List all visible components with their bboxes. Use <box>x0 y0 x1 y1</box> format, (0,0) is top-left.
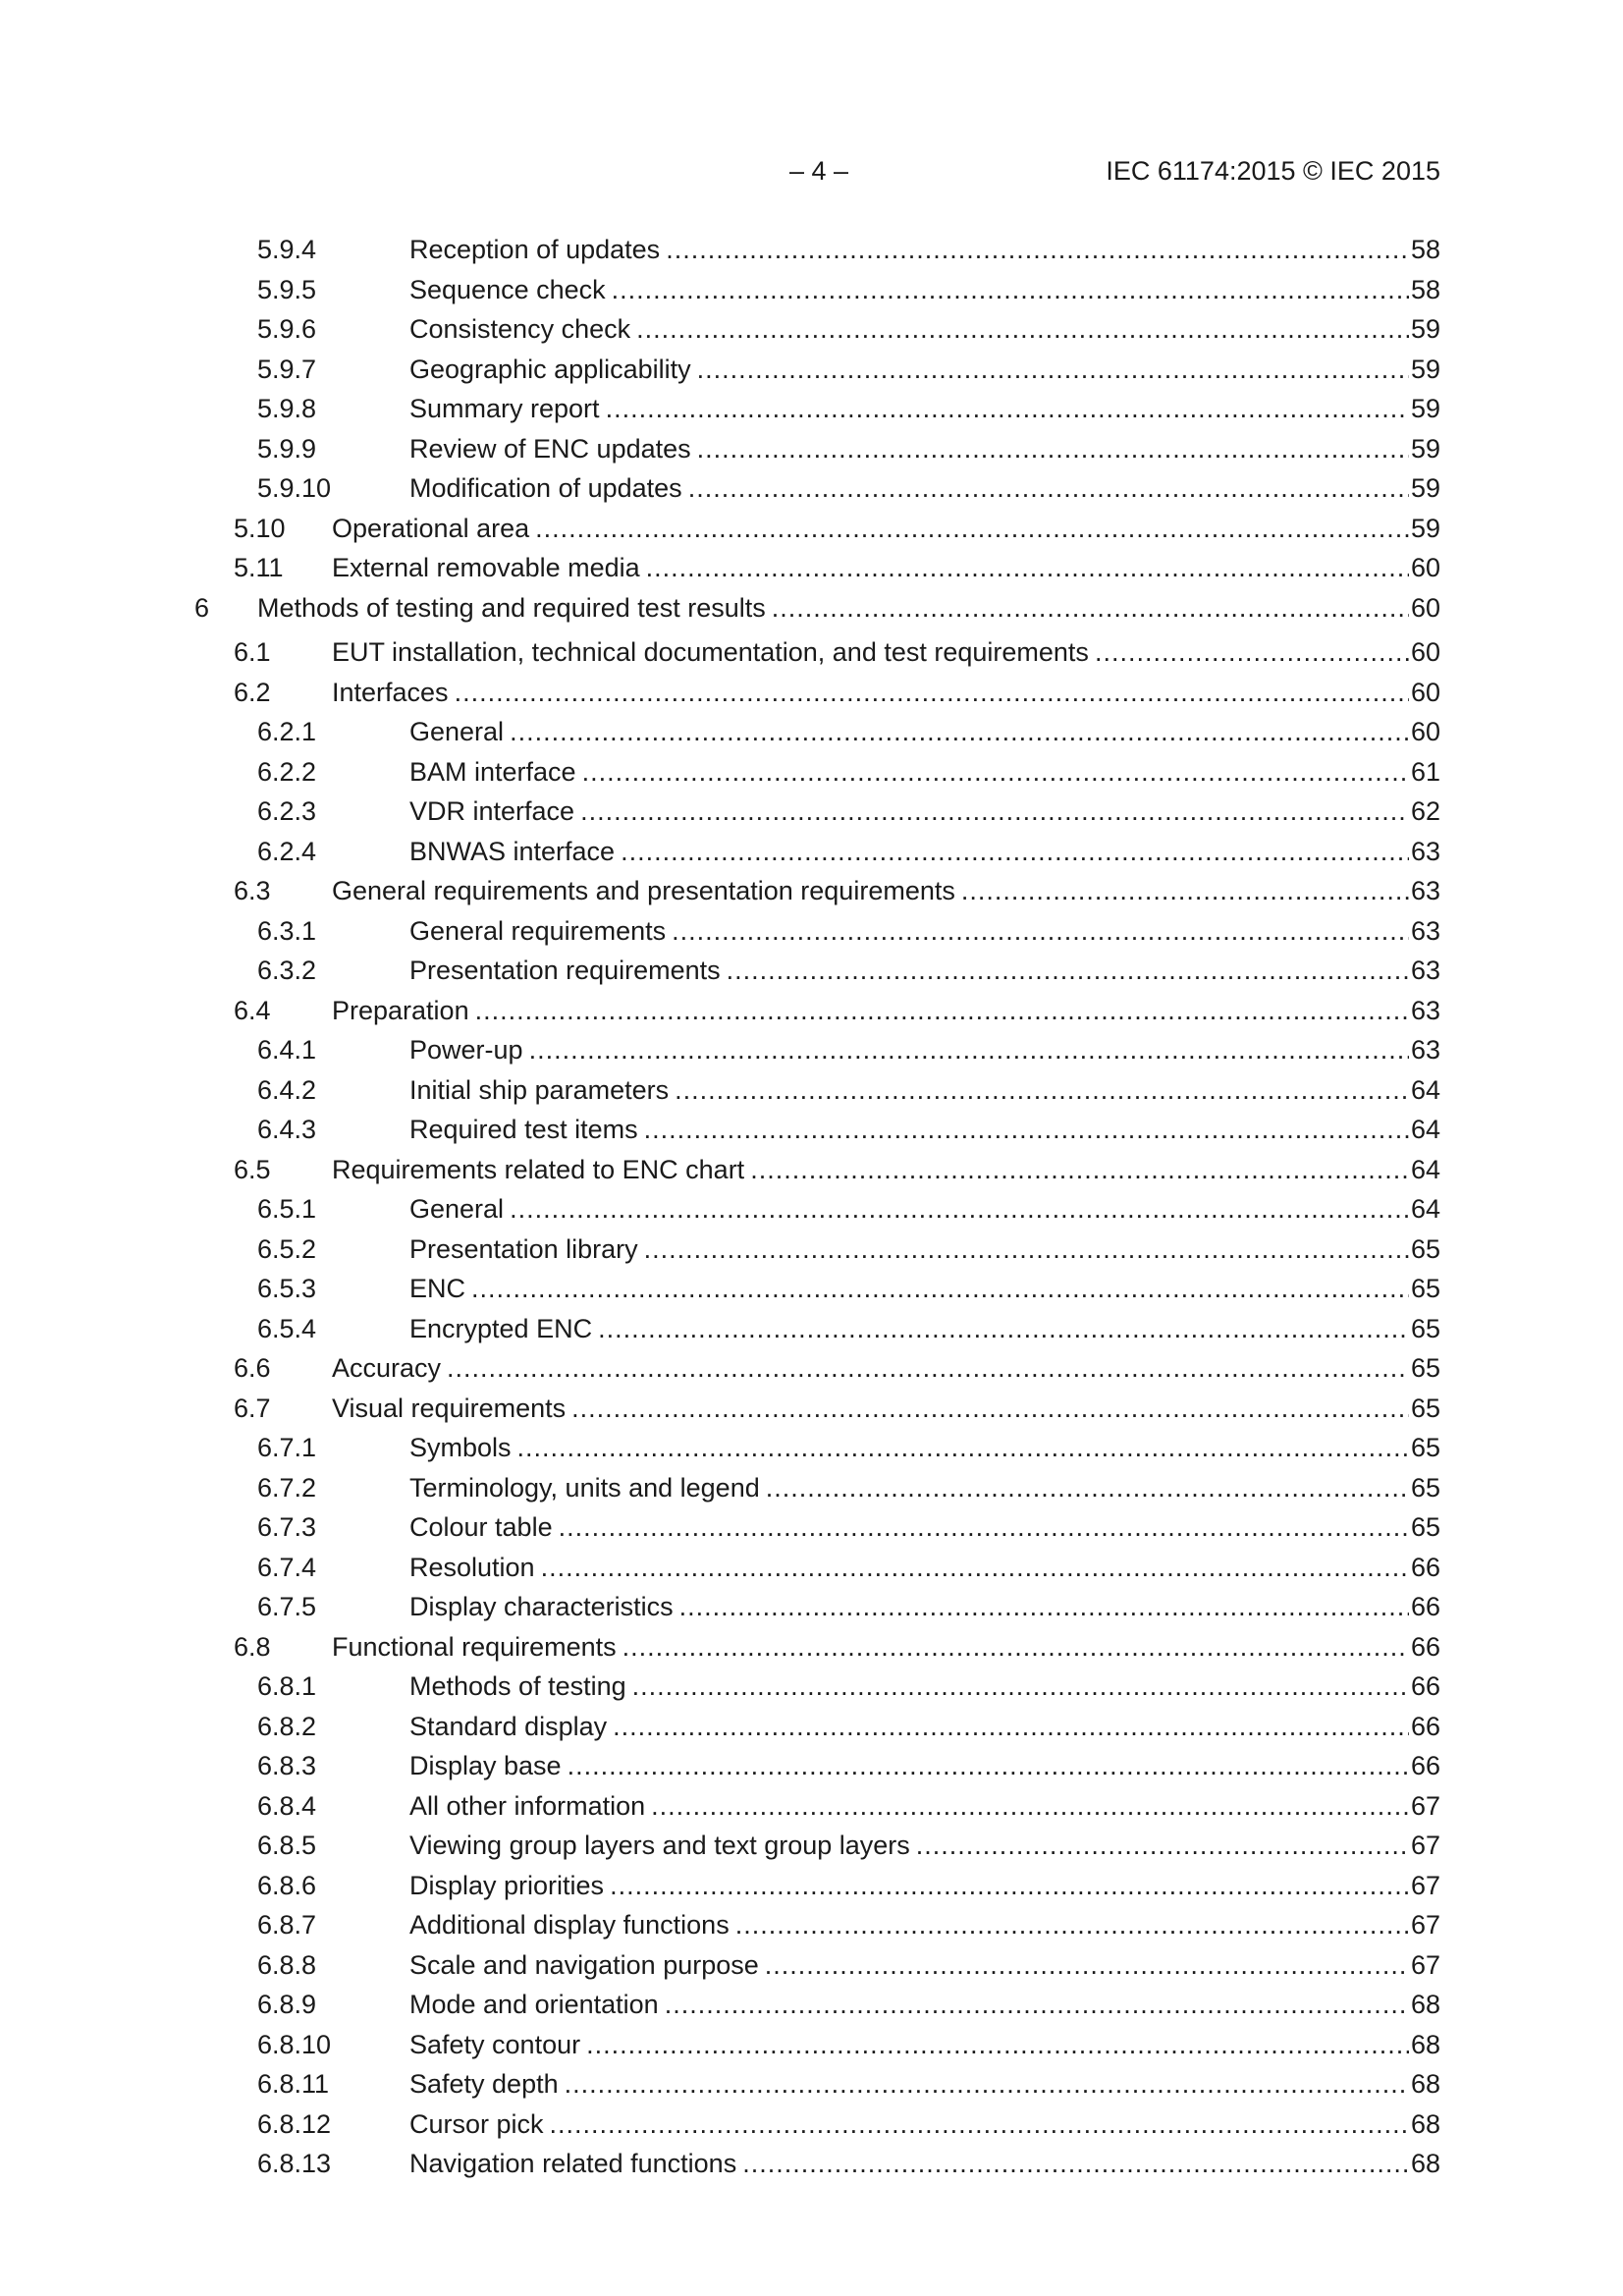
dot-leader <box>675 1073 1409 1107</box>
dot-leader <box>475 994 1409 1027</box>
dot-leader <box>535 512 1409 545</box>
toc-entry-number: 6.3 <box>234 876 271 905</box>
toc-entry-title: Preparation <box>332 996 469 1025</box>
dot-leader <box>666 233 1409 266</box>
dot-leader <box>621 835 1409 868</box>
toc-entry-title: Requirements related to ENC chart <box>332 1155 745 1184</box>
toc-entry-title-leader <box>409 1113 1409 1146</box>
toc-entry-title: Display base <box>409 1751 562 1780</box>
page-number: – 4 – <box>788 156 849 186</box>
toc-entry-title: Colour table <box>409 1512 553 1542</box>
toc-entry-number: 6.4.2 <box>257 1075 317 1105</box>
dot-leader <box>766 1471 1409 1504</box>
toc-entry-page: 65 <box>1410 1433 1440 1462</box>
dot-leader <box>580 794 1409 828</box>
dot-leader <box>765 1948 1409 1982</box>
toc-entry[interactable] <box>0 635 1623 669</box>
toc-entry-title: BNWAS interface <box>409 837 616 866</box>
toc-entry-title-leader <box>409 715 1409 748</box>
toc-entry-title: Geographic applicability <box>409 355 691 384</box>
toc-entry-number: 6.8.4 <box>257 1791 317 1821</box>
toc-entry-page: 59 <box>1410 394 1440 423</box>
toc-entry-page: 67 <box>1410 1791 1440 1821</box>
toc-entry-number: 5.9.4 <box>257 235 317 264</box>
toc-entry-page: 66 <box>1410 1553 1440 1582</box>
toc-entry[interactable] <box>0 471 1623 505</box>
toc-entry-number: 6.3.2 <box>257 956 317 985</box>
toc-entry-page: 68 <box>1410 2030 1440 2059</box>
dot-leader <box>636 312 1409 346</box>
toc-entry-title-leader <box>409 1033 1409 1066</box>
dot-leader <box>610 1869 1409 1902</box>
dot-leader <box>644 1232 1409 1266</box>
toc-entry-title: Initial ship parameters <box>409 1075 670 1105</box>
toc-entry[interactable] <box>0 392 1623 425</box>
toc-entry-page: 65 <box>1410 1512 1440 1542</box>
toc-entry-title: General requirements and presentation requirements <box>332 876 955 905</box>
toc-entry-page: 65 <box>1410 1394 1440 1423</box>
toc-entry-title-leader <box>409 233 1409 266</box>
toc-entry-number: 5.9.7 <box>257 355 317 384</box>
toc-entry-title: Interfaces <box>332 678 449 707</box>
toc-entry[interactable] <box>0 233 1623 266</box>
toc-entry[interactable] <box>0 755 1623 789</box>
toc-entry[interactable] <box>0 874 1623 907</box>
toc-entry-number: 6.8.8 <box>257 1950 317 1980</box>
toc-entry-title-leader <box>409 432 1409 465</box>
toc-entry-number: 6.4 <box>234 996 271 1025</box>
toc-entry-title-leader <box>332 1351 1409 1385</box>
toc-entry-title-leader <box>409 1590 1409 1623</box>
dot-leader <box>612 273 1409 306</box>
dot-leader <box>916 1829 1409 1862</box>
toc-entry-title-leader <box>409 353 1409 386</box>
toc-entry[interactable] <box>0 591 1623 625</box>
toc-entry[interactable] <box>0 1471 1623 1504</box>
toc-entry-page: 66 <box>1410 1592 1440 1621</box>
toc-entry-title: General <box>409 1194 505 1224</box>
toc-entry-title-leader <box>409 1073 1409 1107</box>
toc-entry-title: Display priorities <box>409 1871 605 1900</box>
toc-entry-title-leader <box>409 1232 1409 1266</box>
dot-leader <box>559 1510 1409 1544</box>
toc-entry[interactable] <box>0 1113 1623 1146</box>
dot-leader <box>697 353 1409 386</box>
toc-entry-title-leader <box>409 755 1409 789</box>
toc-entry-title-leader <box>409 1988 1409 2021</box>
toc-entry-title: Standard display <box>409 1712 608 1741</box>
toc-entry-page: 64 <box>1410 1155 1440 1184</box>
toc-entry-page: 67 <box>1410 1950 1440 1980</box>
toc-entry-page: 59 <box>1410 314 1440 344</box>
toc-entry[interactable] <box>0 1153 1623 1186</box>
toc-entry-number: 6.8.6 <box>257 1871 317 1900</box>
toc-entry-number: 6.7.2 <box>257 1473 317 1503</box>
toc-entry[interactable] <box>0 1869 1623 1902</box>
toc-entry-title: Operational area <box>332 514 530 543</box>
dot-leader <box>447 1351 1409 1385</box>
toc-entry-page: 59 <box>1410 434 1440 464</box>
toc-entry-number: 6.5.2 <box>257 1234 317 1264</box>
toc-entry-title-leader <box>332 1630 1409 1664</box>
toc-entry-page: 68 <box>1410 2149 1440 2178</box>
toc-entry[interactable] <box>0 1232 1623 1266</box>
dot-leader <box>550 2107 1409 2141</box>
toc-entry-number: 6.2.1 <box>257 717 317 746</box>
toc-entry-number: 5.10 <box>234 514 286 543</box>
toc-entry[interactable] <box>0 512 1623 545</box>
toc-entry-number: 6.5.3 <box>257 1274 317 1303</box>
toc-entry-title-leader <box>409 273 1409 306</box>
toc-entry[interactable] <box>0 1988 1623 2021</box>
toc-entry-number: 5.9.10 <box>257 473 332 503</box>
toc-entry[interactable] <box>0 1510 1623 1544</box>
toc-entry-page: 67 <box>1410 1910 1440 1940</box>
toc-entry-title-leader <box>409 1551 1409 1584</box>
toc-entry-number: 6.3.1 <box>257 916 317 946</box>
toc-entry-number: 6.8.10 <box>257 2030 332 2059</box>
toc-entry-page: 65 <box>1410 1274 1440 1303</box>
toc-entry-number: 6.4.3 <box>257 1115 317 1144</box>
toc-entry-page: 65 <box>1410 1473 1440 1503</box>
toc-entry-title-leader <box>409 1948 1409 1982</box>
dot-leader <box>598 1312 1409 1345</box>
toc-entry-page: 66 <box>1410 1751 1440 1780</box>
toc-entry-title-leader <box>409 954 1409 987</box>
toc-entry-number: 5.9.5 <box>257 275 317 304</box>
toc-entry-title: VDR interface <box>409 796 575 826</box>
toc-entry-number: 6.8.9 <box>257 1990 317 2019</box>
toc-entry-title-leader <box>409 794 1409 828</box>
toc-entry[interactable] <box>0 1551 1623 1584</box>
dot-leader <box>565 2067 1409 2101</box>
toc-entry-title-leader <box>409 1669 1409 1703</box>
toc-entry[interactable] <box>0 432 1623 465</box>
toc-entry-title: Methods of testing <box>409 1671 626 1701</box>
toc-entry-title: Safety contour <box>409 2030 581 2059</box>
toc-entry[interactable] <box>0 794 1623 828</box>
toc-entry-page: 65 <box>1410 1314 1440 1343</box>
toc-entry[interactable] <box>0 1073 1623 1107</box>
toc-entry-number: 6.8.11 <box>257 2069 330 2099</box>
dot-leader <box>1095 635 1409 669</box>
toc-entry-title-leader <box>409 1789 1409 1823</box>
toc-entry-page: 66 <box>1410 1712 1440 1741</box>
toc-entry-title: Cursor pick <box>409 2109 544 2139</box>
toc-entry-title-leader <box>409 1471 1409 1504</box>
dot-leader <box>568 1749 1409 1782</box>
toc-entry-number: 6.7.1 <box>257 1433 317 1462</box>
toc-entry[interactable] <box>0 994 1623 1027</box>
toc-entry-page: 63 <box>1410 916 1440 946</box>
toc-entry-title: Accuracy <box>332 1353 442 1383</box>
toc-entry[interactable] <box>0 914 1623 948</box>
toc-entry-title-leader <box>409 1192 1409 1226</box>
toc-entry-title: Encrypted ENC <box>409 1314 593 1343</box>
toc-entry-title-leader <box>409 1829 1409 1862</box>
toc-entry-page: 63 <box>1410 956 1440 985</box>
toc-entry-title: Presentation library <box>409 1234 638 1264</box>
toc-entry-title-leader <box>409 914 1409 948</box>
toc-entry-page: 60 <box>1410 717 1440 746</box>
toc-entry-title: Presentation requirements <box>409 956 721 985</box>
toc-entry-title: Symbols <box>409 1433 512 1462</box>
toc-entry-title-leader <box>409 392 1409 425</box>
dot-leader <box>510 1192 1409 1226</box>
toc-entry-page: 58 <box>1410 275 1440 304</box>
dot-leader <box>679 1590 1409 1623</box>
dot-leader <box>529 1033 1409 1066</box>
toc-entry[interactable] <box>0 353 1623 386</box>
toc-entry-title-leader <box>409 2067 1409 2101</box>
toc-entry-title: Viewing group layers and text group layers <box>409 1831 910 1860</box>
toc-entry-number: 6.8.5 <box>257 1831 317 1860</box>
toc-entry-title-leader <box>409 1908 1409 1941</box>
dot-leader <box>750 1153 1409 1186</box>
toc-entry[interactable] <box>0 1312 1623 1345</box>
toc-entry-number: 6.5 <box>234 1155 271 1184</box>
toc-entry-title: General <box>409 717 505 746</box>
dot-leader <box>471 1272 1409 1305</box>
toc-entry[interactable] <box>0 954 1623 987</box>
toc-entry-title: Summary report <box>409 394 600 423</box>
toc-entry-number: 6.5.4 <box>257 1314 317 1343</box>
toc-entry[interactable] <box>0 1192 1623 1226</box>
toc-entry-page: 63 <box>1410 876 1440 905</box>
toc-entry[interactable] <box>0 1272 1623 1305</box>
dot-leader <box>455 676 1409 709</box>
toc-entry[interactable] <box>0 1710 1623 1743</box>
toc-entry-number: 6.7 <box>234 1394 271 1423</box>
toc-entry[interactable] <box>0 1749 1623 1782</box>
toc-entry-page: 66 <box>1410 1671 1440 1701</box>
dot-leader <box>961 874 1409 907</box>
toc-entry-page: 59 <box>1410 473 1440 503</box>
toc-entry-number: 6.8.7 <box>257 1910 317 1940</box>
dot-leader <box>510 715 1409 748</box>
toc-entry-page: 63 <box>1410 837 1440 866</box>
toc-entry-title-leader <box>332 512 1409 545</box>
toc-entry[interactable] <box>0 2107 1623 2141</box>
dot-leader <box>622 1630 1409 1664</box>
toc-entry-number: 5.11 <box>234 553 284 582</box>
toc-entry-title-leader <box>409 2147 1409 2180</box>
toc-entry-title: Display characteristics <box>409 1592 674 1621</box>
toc-entry[interactable] <box>0 2147 1623 2180</box>
toc-entry[interactable] <box>0 1669 1623 1703</box>
toc-entry-title-leader <box>409 1869 1409 1902</box>
dot-leader <box>586 2028 1409 2061</box>
toc-entry[interactable] <box>0 1789 1623 1823</box>
dot-leader <box>646 551 1409 584</box>
toc-entry-number: 6.5.1 <box>257 1194 317 1224</box>
dot-leader <box>644 1113 1409 1146</box>
dot-leader <box>541 1551 1409 1584</box>
toc-entry-title-leader <box>257 591 1409 625</box>
toc-entry-page: 68 <box>1410 1990 1440 2019</box>
toc-entry-title-leader <box>409 1710 1409 1743</box>
toc-entry-title-leader <box>332 1153 1409 1186</box>
toc-entry-number: 6.7.5 <box>257 1592 317 1621</box>
toc-entry[interactable] <box>0 1829 1623 1862</box>
toc-entry-number: 6.7.3 <box>257 1512 317 1542</box>
toc-entry-title: BAM interface <box>409 757 576 787</box>
toc-entry-title-leader <box>409 2107 1409 2141</box>
toc-entry-number: 6.2 <box>234 678 271 707</box>
toc-entry-title-leader <box>409 1272 1409 1305</box>
toc-entry[interactable] <box>0 1033 1623 1066</box>
toc-entry-title-leader <box>409 1312 1409 1345</box>
toc-entry-number: 6.1 <box>234 637 271 667</box>
toc-entry-title: Modification of updates <box>409 473 682 503</box>
toc-entry[interactable] <box>0 1908 1623 1941</box>
page-header <box>0 153 1623 189</box>
toc-entry[interactable] <box>0 312 1623 346</box>
toc-entry-title-leader <box>409 1749 1409 1782</box>
dot-leader <box>742 2147 1409 2180</box>
toc-entry-page: 67 <box>1410 1871 1440 1900</box>
dot-leader <box>517 1431 1409 1464</box>
toc-entry-page: 60 <box>1410 678 1440 707</box>
dot-leader <box>735 1908 1409 1941</box>
toc-entry-title: Methods of testing and required test results <box>257 593 766 623</box>
toc-entry-title: EUT installation, technical documentation, and test requirements <box>332 637 1089 667</box>
dot-leader <box>632 1669 1409 1703</box>
toc-entry-number: 5.9.8 <box>257 394 317 423</box>
toc-entry-number: 6.8.1 <box>257 1671 317 1701</box>
toc-entry-page: 68 <box>1410 2109 1440 2139</box>
toc-entry-page: 61 <box>1410 757 1440 787</box>
toc-entry-page: 60 <box>1410 637 1440 667</box>
dot-leader <box>727 954 1409 987</box>
toc-entry-title-leader <box>409 312 1409 346</box>
toc-entry-title: General requirements <box>409 916 667 946</box>
toc-entry[interactable] <box>0 835 1623 868</box>
toc-entry-title-leader <box>332 635 1409 669</box>
toc-entry-page: 60 <box>1410 553 1440 582</box>
dot-leader <box>697 432 1409 465</box>
standard-reference: IEC 61174:2015 © IEC 2015 <box>1106 156 1440 186</box>
toc-entry[interactable] <box>0 1630 1623 1664</box>
toc-entry-page: 64 <box>1410 1075 1440 1105</box>
toc-entry-title: Safety depth <box>409 2069 559 2099</box>
toc-entry-title-leader <box>409 1510 1409 1544</box>
dot-leader <box>772 591 1409 625</box>
toc-entry-number: 6.2.4 <box>257 837 317 866</box>
toc-entry-page: 65 <box>1410 1234 1440 1264</box>
toc-entry-title: Visual requirements <box>332 1394 567 1423</box>
dot-leader <box>665 1988 1409 2021</box>
toc-entry-number: 6.7.4 <box>257 1553 317 1582</box>
dot-leader <box>651 1789 1409 1823</box>
toc-entry-number: 6.6 <box>234 1353 271 1383</box>
toc-entry[interactable] <box>0 1351 1623 1385</box>
toc-entry-title-leader <box>332 994 1409 1027</box>
toc-entry-title: Reception of updates <box>409 235 661 264</box>
toc-entry-title: Mode and orientation <box>409 1990 659 2019</box>
toc-entry-title: Additional display functions <box>409 1910 730 1940</box>
toc-entry-title: External removable media <box>332 553 640 582</box>
toc-entry-page: 63 <box>1410 1035 1440 1065</box>
toc-entry[interactable] <box>0 551 1623 584</box>
toc-entry-page: 59 <box>1410 355 1440 384</box>
toc-entry[interactable] <box>0 676 1623 709</box>
toc-entry-number: 6.8.3 <box>257 1751 317 1780</box>
toc-entry-page: 59 <box>1410 514 1440 543</box>
dot-leader <box>613 1710 1409 1743</box>
toc-entry-title: Terminology, units and legend <box>409 1473 760 1503</box>
toc-entry-title-leader <box>409 835 1409 868</box>
toc-entry-title: ENC <box>409 1274 466 1303</box>
toc-entry-page: 58 <box>1410 235 1440 264</box>
toc-entry-page: 67 <box>1410 1831 1440 1860</box>
toc-entry[interactable] <box>0 273 1623 306</box>
toc-entry-number: 6.2.2 <box>257 757 317 787</box>
toc-entry-page: 64 <box>1410 1115 1440 1144</box>
toc-entry-number: 6.4.1 <box>257 1035 317 1065</box>
toc-entry[interactable] <box>0 2067 1623 2101</box>
dot-leader <box>688 471 1409 505</box>
toc-entry[interactable] <box>0 715 1623 748</box>
toc-entry-number: 6.2.3 <box>257 796 317 826</box>
toc-entry-title: Sequence check <box>409 275 606 304</box>
toc-entry-page: 65 <box>1410 1353 1440 1383</box>
toc-entry-page: 68 <box>1410 2069 1440 2099</box>
toc-entry-title-leader <box>409 471 1409 505</box>
toc-entry-number: 6.8 <box>234 1632 271 1662</box>
dot-leader <box>582 755 1409 789</box>
toc-entry-page: 63 <box>1410 996 1440 1025</box>
toc-entry-title-leader <box>332 551 1409 584</box>
toc-entry-title-leader <box>332 676 1409 709</box>
toc-entry-title: Review of ENC updates <box>409 434 691 464</box>
toc-entry[interactable] <box>0 1948 1623 1982</box>
toc-entry-number: 6.8.2 <box>257 1712 317 1741</box>
dot-leader <box>571 1392 1409 1425</box>
toc-entry[interactable] <box>0 1392 1623 1425</box>
toc-entry[interactable] <box>0 1431 1623 1464</box>
toc-entry-title: Functional requirements <box>332 1632 617 1662</box>
toc-entry-title: Power-up <box>409 1035 523 1065</box>
toc-entry-title-leader <box>332 1392 1409 1425</box>
toc-entry-title: Resolution <box>409 1553 535 1582</box>
toc-entry[interactable] <box>0 1590 1623 1623</box>
dot-leader <box>606 392 1409 425</box>
toc-entry-title: Navigation related functions <box>409 2149 737 2178</box>
toc-entry-number: 6.8.13 <box>257 2149 332 2178</box>
toc-entry-page: 66 <box>1410 1632 1440 1662</box>
toc-entry-title-leader <box>332 874 1409 907</box>
toc-entry-title: All other information <box>409 1791 646 1821</box>
toc-entry-number: 6 <box>194 593 210 623</box>
toc-entry-title: Consistency check <box>409 314 631 344</box>
toc-entry-number: 5.9.9 <box>257 434 317 464</box>
toc-entry-number: 5.9.6 <box>257 314 317 344</box>
toc-entry-page: 64 <box>1410 1194 1440 1224</box>
toc-entry-title: Scale and navigation purpose <box>409 1950 759 1980</box>
dot-leader <box>672 914 1409 948</box>
toc-entry-title: Required test items <box>409 1115 638 1144</box>
toc-entry[interactable] <box>0 2028 1623 2061</box>
toc-entry-page: 62 <box>1410 796 1440 826</box>
toc-entry-number: 6.8.12 <box>257 2109 332 2139</box>
toc-entry-title-leader <box>409 2028 1409 2061</box>
toc-entry-page: 60 <box>1410 593 1440 623</box>
toc-entry-title-leader <box>409 1431 1409 1464</box>
